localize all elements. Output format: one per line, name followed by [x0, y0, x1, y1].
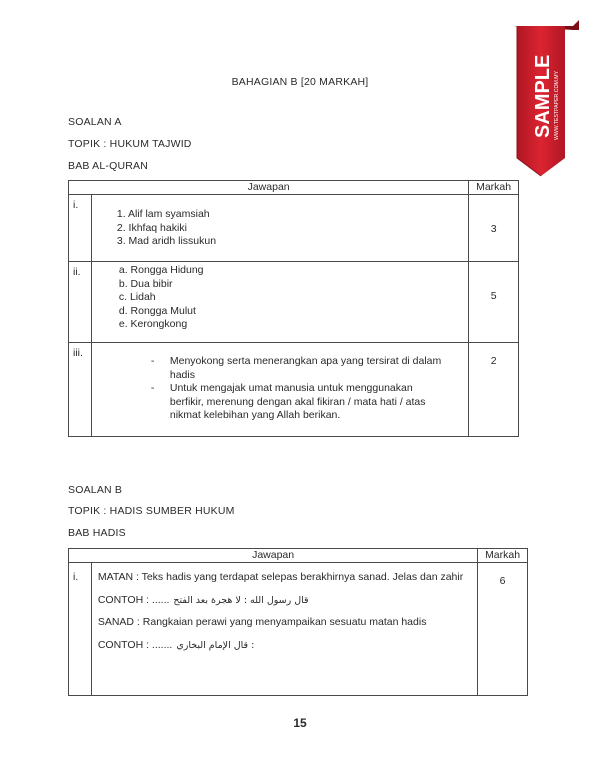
answer-cell [91, 563, 477, 696]
list-item: 1. Alif lam syamsiah [116, 208, 210, 220]
list-item: - Untuk mengajak umat manusia untuk menggunakan berfikir, merenung dengan akal fikiran / mata hati / atas nikmat kelebihan yang Allah berikan. [150, 382, 426, 421]
contoh-line [98, 594, 467, 608]
arabic-text: : قال الإمام البخاري [176, 639, 255, 651]
col-jawapan: Jawapan [69, 181, 469, 195]
section-b-table [68, 548, 528, 696]
section-b-bab: BAB HADIS [68, 527, 126, 539]
contoh-line [98, 639, 467, 653]
arabic-text: قال رسول الله : لا هجرة بعد الفتح [173, 594, 309, 606]
row-number: ii. [69, 262, 92, 343]
table-row [69, 195, 519, 262]
section-a-soalan: SOALAN A [68, 116, 122, 128]
list-item: e. Kerongkong [118, 318, 188, 330]
list-item: 2. Ikhfaq hakiki [116, 221, 187, 234]
markah-value: 5 [490, 290, 497, 302]
answer-cell [91, 343, 468, 437]
row-number: iii. [69, 343, 92, 437]
page-number: 15 [293, 716, 307, 730]
answer-cell [91, 195, 468, 262]
col-markah: Markah [469, 181, 519, 195]
table-row [69, 343, 519, 437]
section-b-soalan: SOALAN B [68, 484, 123, 496]
markah-value: 6 [499, 575, 506, 587]
row-number: i. [69, 195, 92, 262]
table-row [69, 563, 528, 696]
col-markah: Markah [478, 549, 528, 563]
answer-cell [91, 262, 468, 343]
markah-cell [469, 195, 519, 262]
row-number: i. [69, 563, 92, 696]
table-header-row [69, 181, 519, 195]
sample-ribbon [507, 20, 579, 180]
list-item: b. Dua bibir [118, 277, 173, 290]
section-a-table [68, 180, 519, 437]
matan-text: MATAN : Teks hadis yang terdapat selepas berakhirnya sanad. Jelas dan zahir [97, 571, 464, 583]
list-item: - Menyokong serta menerangkan apa yang tersirat di dalam hadis [150, 355, 442, 381]
section-a-topik: TOPIK : HUKUM TAJWID [68, 138, 192, 150]
list-item: a. Rongga Hidung [118, 264, 204, 276]
contoh-label: CONTOH : ...... [97, 593, 170, 606]
list-item: 3. Mad aridh lissukun [116, 235, 217, 247]
markah-cell [469, 343, 519, 437]
markah-cell [469, 262, 519, 343]
markah-value: 2 [490, 355, 497, 367]
section-a-bab: BAB AL-QURAN [68, 160, 149, 172]
ribbon-sample-text: SAMPLE [532, 54, 554, 138]
list-item: d. Rongga Mulut [118, 304, 196, 317]
table-row [69, 262, 519, 343]
section-b-topik: TOPIK : HADIS SUMBER HUKUM [68, 505, 235, 517]
col-jawapan: Jawapan [69, 549, 478, 563]
ribbon-url-text: WWW.TESTPAPER.COM.MY [554, 70, 560, 140]
table-header-row [69, 549, 528, 563]
markah-value: 3 [490, 223, 497, 235]
list-item: c. Lidah [118, 291, 156, 303]
contoh-label: CONTOH : ....... [97, 638, 173, 651]
sanad-text: SANAD : Rangkaian perawi yang menyampaikan sesuatu matan hadis [97, 616, 427, 628]
page-heading: BAHAGIAN B [20 MARKAH] [231, 76, 369, 88]
markah-cell [478, 563, 528, 696]
